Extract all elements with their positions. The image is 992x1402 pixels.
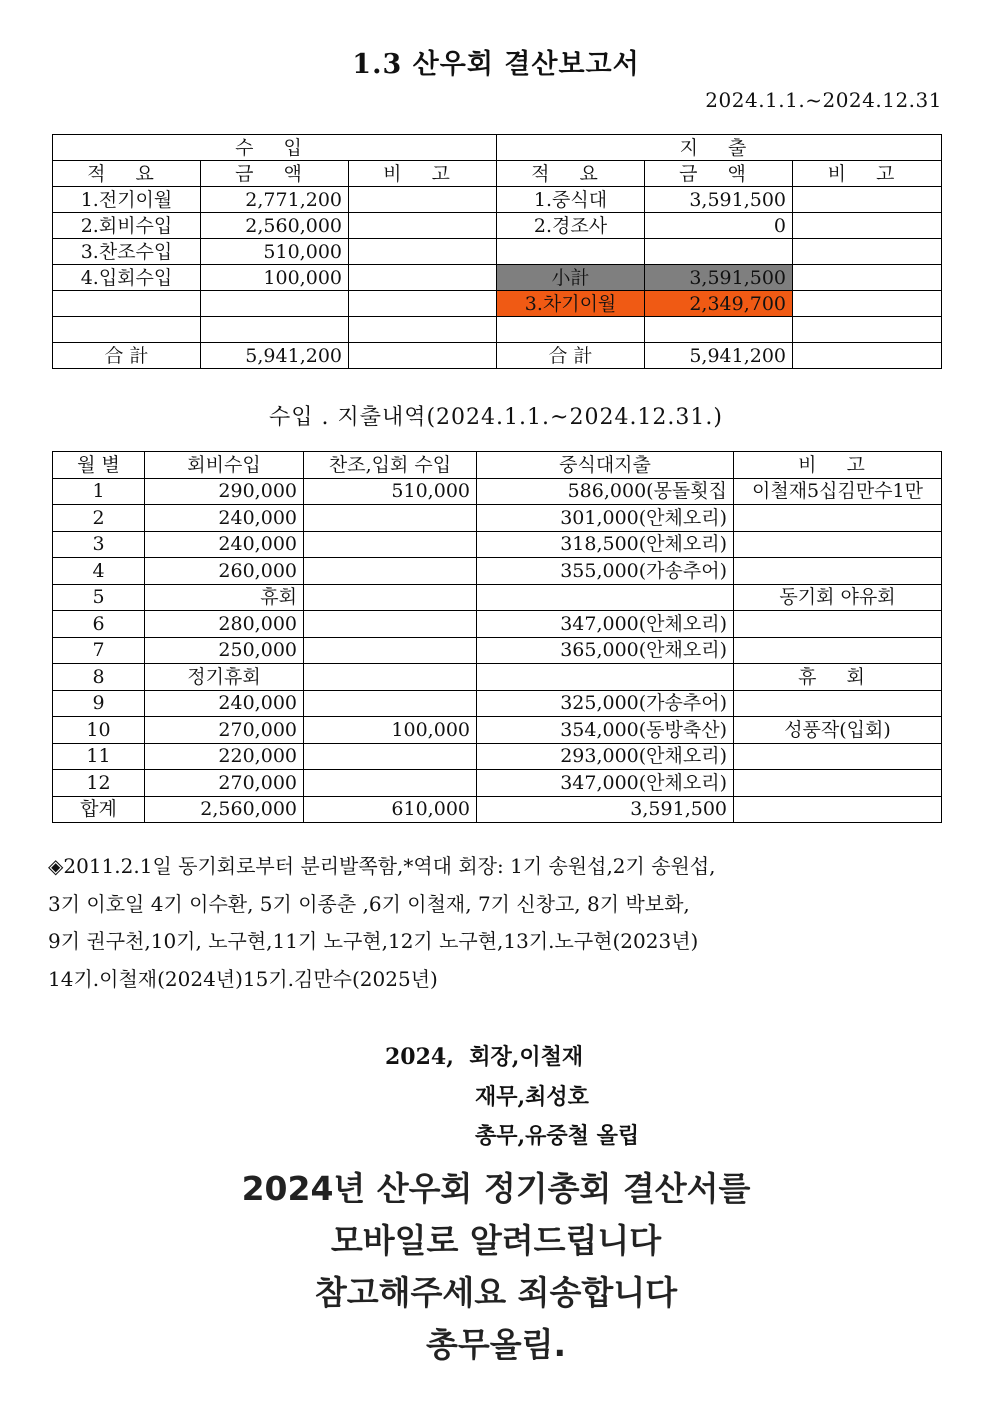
table-row [53,637,942,664]
sponsor-cell [304,637,477,664]
detail-header-row [53,452,942,479]
summary-total-row [53,343,942,369]
expense-note [793,265,942,291]
expense-note-header: 비 고 [793,161,942,187]
month-cell: 5 [53,584,145,611]
note-line: 9기 권구천,10기, 노구현,11기 노구현,12기 노구현,13기.노구현(2023년) [48,929,699,953]
summary-row [53,317,942,343]
monthly-detail-table [52,451,942,823]
income-note [349,265,497,291]
income-amount [201,317,349,343]
month-cell: 2 [53,505,145,532]
income-note [349,213,497,239]
notice-line: 총무올림. [425,1325,567,1364]
income-note-header: 비 고 [349,161,497,187]
dues-cell: 220,000 [145,743,304,770]
lunch-total: 3,591,500 [477,796,734,823]
table-row [53,664,942,691]
dues-cell: 240,000 [145,531,304,558]
income-amount: 2,771,200 [201,187,349,213]
subtotal-label: 小計 [497,265,645,291]
note-cell: 동기회 야유회 [734,584,942,611]
month-cell: 7 [53,637,145,664]
note-cell [734,637,942,664]
sponsor-cell [304,664,477,691]
income-item: 1.전기이월 [53,187,201,213]
sponsor-header: 찬조,입회 수입 [304,452,477,479]
expense-note [793,343,942,369]
month-cell: 11 [53,743,145,770]
expense-item: 2.경조사 [497,213,645,239]
lunch-cell: 325,000(가송추어) [477,690,734,717]
summary-row [53,239,942,265]
summary-row [53,187,942,213]
note-cell [734,558,942,585]
table-row [53,505,942,532]
mobile-notice [0,1163,992,1371]
dues-total: 2,560,000 [145,796,304,823]
table-row [53,531,942,558]
dues-cell: 270,000 [145,717,304,744]
table-row [53,770,942,797]
table-row [53,584,942,611]
lunch-cell: 354,000(동방축산) [477,717,734,744]
note-cell: 성풍작(입회) [734,717,942,744]
income-total-label: 合 計 [53,343,201,369]
month-cell: 8 [53,664,145,691]
expense-item: 1.중식대 [497,187,645,213]
dues-cell: 240,000 [145,505,304,532]
income-item [53,317,201,343]
table-row [53,558,942,585]
notice-line: 2024년 산우회 정기총회 결산서를 [241,1169,751,1208]
lunch-cell [477,664,734,691]
subtotal-amount: 3,591,500 [645,265,793,291]
income-note [349,187,497,213]
sponsor-total: 610,000 [304,796,477,823]
income-item: 2.회비수입 [53,213,201,239]
lunch-cell: 347,000(안체오리) [477,611,734,638]
expense-amount: 0 [645,213,793,239]
total-label: 합계 [53,796,145,823]
sponsor-cell [304,558,477,585]
note-header: 비 고 [734,452,942,479]
sponsor-cell [304,584,477,611]
signature-president: 2024, 회장,이철재 [385,1044,584,1070]
signature-secretary: 총무,유중철 올립 [475,1123,640,1149]
note-cell [734,505,942,532]
sponsor-cell [304,505,477,532]
lunch-header: 중식대지출 [477,452,734,479]
dues-cell: 290,000 [145,478,304,505]
income-amount-header: 금 액 [201,161,349,187]
month-cell: 10 [53,717,145,744]
table-row [53,690,942,717]
expense-amount [645,239,793,265]
note-line: 3기 이호일 4기 이수환, 5기 이종춘 ,6기 이철재, 7기 신창고, 8기 박보화, [48,891,690,916]
note-cell [734,743,942,770]
lunch-cell: 318,500(안체오리) [477,531,734,558]
signature-treasurer: 재무,최성호 [475,1083,589,1110]
income-amount [201,291,349,317]
summary-row [53,265,942,291]
note-cell: 휴 회 [734,664,942,691]
income-amount: 2,560,000 [201,213,349,239]
notice-line: 모바일로 알려드립니다 [330,1221,662,1260]
sponsor-cell: 100,000 [304,717,477,744]
sponsor-cell [304,690,477,717]
expense-amount-header: 금 액 [645,161,793,187]
note-cell [734,770,942,797]
table-row [53,717,942,744]
lunch-cell: 586,000(몽돌횟집 [477,478,734,505]
expense-item [497,239,645,265]
dues-cell: 260,000 [145,558,304,585]
lunch-cell: 347,000(안체오리) [477,770,734,797]
dues-cell: 280,000 [145,611,304,638]
expense-total-amount: 5,941,200 [645,343,793,369]
income-note [349,343,497,369]
dues-cell: 270,000 [145,770,304,797]
income-note [349,239,497,265]
notice-line: 참고해주세요 죄송합니다 [314,1273,678,1312]
document-title: 1.3 산우회 결산보고서 [352,49,640,80]
sponsor-cell [304,611,477,638]
dues-header: 회비수입 [145,452,304,479]
sponsor-cell [304,743,477,770]
income-amount: 510,000 [201,239,349,265]
summary-column-header-row [53,161,942,187]
expense-note [793,187,942,213]
table-row [53,611,942,638]
dues-cell: 정기휴회 [145,664,304,691]
sponsor-cell [304,770,477,797]
month-cell: 9 [53,690,145,717]
note-cell [734,611,942,638]
table-row [53,743,942,770]
income-note [349,291,497,317]
expense-total-label: 合 計 [497,343,645,369]
sponsor-cell [304,531,477,558]
lunch-cell: 355,000(가송추어) [477,558,734,585]
table-row [53,478,942,505]
income-item: 3.찬조수입 [53,239,201,265]
expense-item [497,317,645,343]
expense-note [793,317,942,343]
note-cell [734,690,942,717]
summary-row [53,213,942,239]
expense-note [793,239,942,265]
expense-item-header: 적 요 [497,161,645,187]
lunch-cell [477,584,734,611]
settlement-summary-table [52,134,942,369]
income-amount: 100,000 [201,265,349,291]
expense-header: 지 출 [497,135,942,161]
lunch-cell: 301,000(안체오리) [477,505,734,532]
expense-amount [645,317,793,343]
summary-row [53,291,942,317]
note-line: 14기.이철재(2024년)15기.김만수(2025년) [48,966,438,991]
dues-cell: 250,000 [145,637,304,664]
signature-block [385,1038,639,1157]
detail-title: 수입 . 지출내역(2024.1.1.~2024.12.31.) [268,405,723,430]
summary-section-header-row [53,135,942,161]
expense-note [793,213,942,239]
lunch-cell: 293,000(안채오리) [477,743,734,770]
month-cell: 1 [53,478,145,505]
note-cell [734,796,942,823]
month-header: 월 별 [53,452,145,479]
income-header: 수 입 [53,135,497,161]
income-item-header: 적 요 [53,161,201,187]
dues-cell: 휴회 [145,584,304,611]
dues-cell: 240,000 [145,690,304,717]
income-total-amount: 5,941,200 [201,343,349,369]
month-cell: 12 [53,770,145,797]
income-item: 4.입회수입 [53,265,201,291]
note-cell: 이철재5십김만수1만 [734,478,942,505]
carryover-label: 3.차기이월 [497,291,645,317]
lunch-cell: 365,000(안채오리) [477,637,734,664]
note-line: ◈2011.2.1일 동기회로부터 분리발쪽함,*역대 회장: 1기 송원섭,2기 송원섭, [48,854,716,878]
month-cell: 6 [53,611,145,638]
history-notes [48,848,948,998]
income-item [53,291,201,317]
carryover-amount: 2,349,700 [645,291,793,317]
expense-amount: 3,591,500 [645,187,793,213]
income-note [349,317,497,343]
sponsor-cell: 510,000 [304,478,477,505]
report-period: 2024.1.1.~2024.12.31 [705,88,942,112]
month-cell: 4 [53,558,145,585]
expense-note [793,291,942,317]
detail-total-row [53,796,942,823]
note-cell [734,531,942,558]
month-cell: 3 [53,531,145,558]
